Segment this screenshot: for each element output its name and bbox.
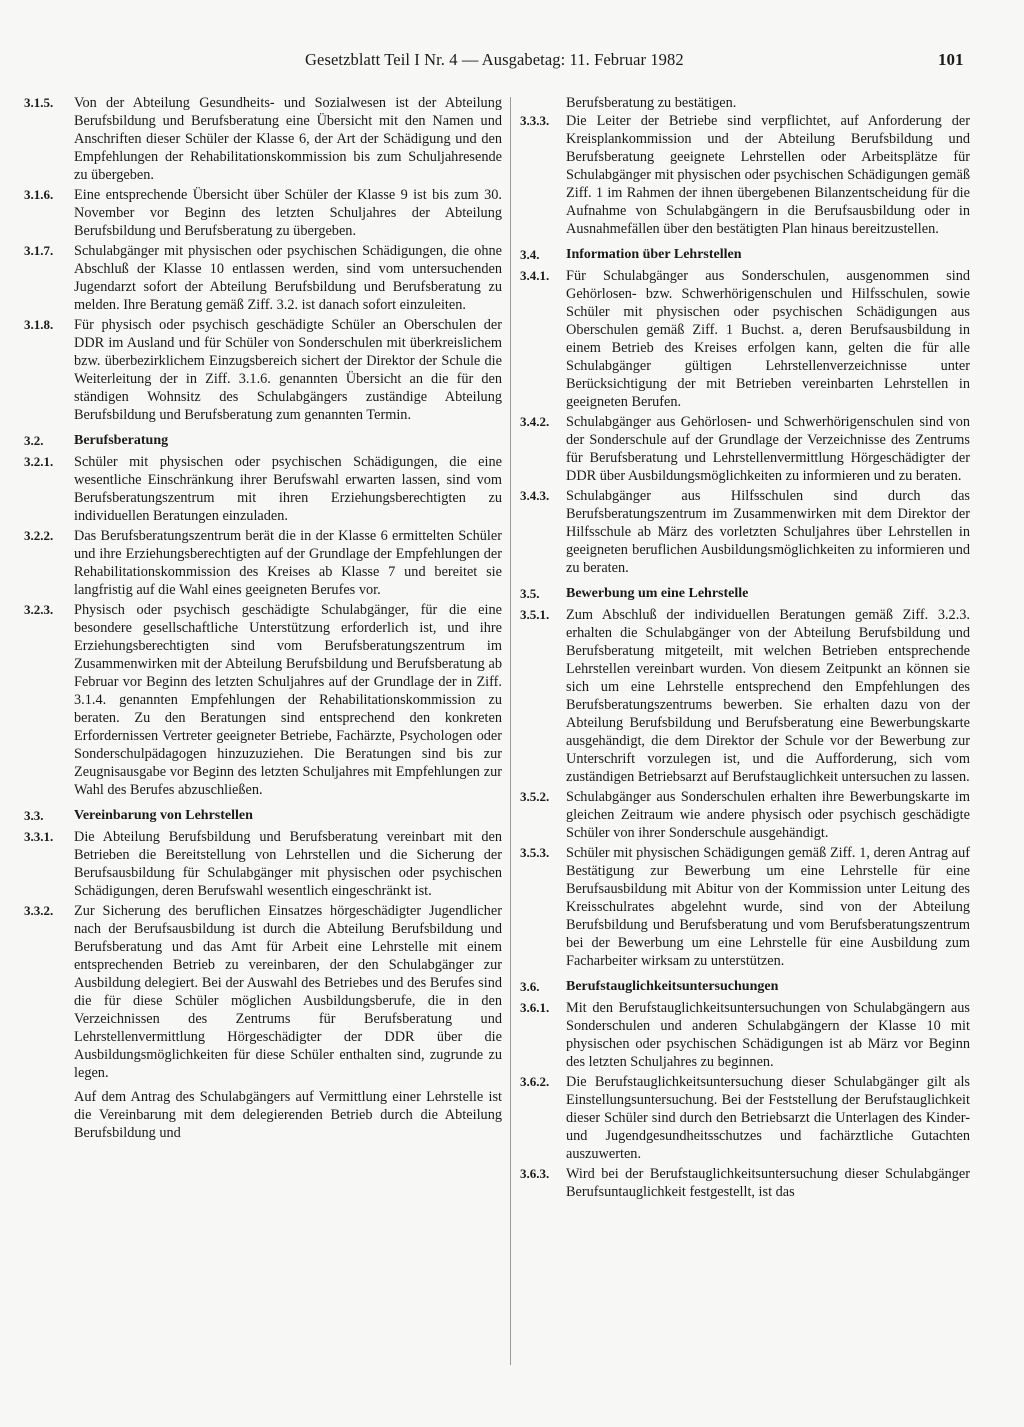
paragraph-number: 3.6.3. [520,1166,550,1181]
paragraph-text: Schulabgänger aus Hilfsschulen sind durch das Berufsberatungszentrum im Zusammenwirken mit dem Direktor der Hilfsschule ab März des vorletzten Schuljahres über Lehrstellen in geeigneten beruflichen Ausbildungsmöglichkeiten zu informieren und zu beraten. [566,488,970,576]
paragraph-text: Schulabgänger mit physischen oder psychischen Schädigungen, die ohne Abschluß der Klasse 10 entlassen werden, sind vom untersuchenden Jugendarzt sofort der Abteilung Berufsbildung und Berufsberatung zu melden. Ihre Beratung gemäß Ziff. 3.2. ist danach sofort einzuleiten. [74,243,502,313]
paragraph-text: Schüler mit physischen oder psychischen Schädigungen, die eine wesentliche Einschränkung ihrer Berufswahl erwarten lassen, sind vom Berufsberatungszentrum mit ihren Erziehungsberechtigten zu individuellen Beratungen einzuladen. [74,454,502,524]
section-heading-3-4 [520,246,970,264]
paragraph-text: Für physisch oder psychisch geschädigte Schüler an Oberschulen der DDR im Ausland und für Schüler von Sonderschulen mit überkreislichem bzw. überbezirklichem Einzugsbereich sichert der Direktor der Schule die Weiterleitung der in Ziff. 3.1.6. genannten Übersicht an die für den ständigen Wohnsitz des Schulabgängers zuständige Abteilung Berufsbildung und Berufsberatung zum genannten Termin. [74,317,502,423]
paragraph-number: 3.1.7. [24,243,54,258]
paragraph-number: 3.1.6. [24,187,54,202]
paragraph-3-2-2 [24,527,502,599]
section-heading-3-5 [520,585,970,603]
paragraph-number: 3.4.1. [520,268,550,283]
paragraph-number: 3.3.1. [24,829,54,844]
left-column [24,94,502,1142]
paragraph-3-4-3 [520,487,970,577]
paragraph-text: Die Abteilung Berufsbildung und Berufsberatung vereinbart mit den Betrieben die Bereitstellung von Lehrstellen und die Sicherung der Berufsausbildung für Schulabgänger mit physischen oder psychischen Schädigungen, deren Berufswahl wesentlich eingeschränkt ist. [74,829,502,899]
paragraph-text: Zur Sicherung des beruflichen Einsatzes hörgeschädigter Jugendlicher nach der Berufsausbildung ist durch die Abteilung Berufsbildung und Berufsberatung und das Amt für Arbeit eine Lehrstelle mit einem entsprechenden Betrieb zu vereinbaren, der den Schulabgänger zur Ausbildung delegiert. Bei der Auswahl des Betriebes und des Berufes sind die für diese Schüler möglichen Ausbildungsberufe, die in den Verzeichnissen des Zentrums für Berufsberatung und Lehrstellenvermittlung Hörgeschädigter der DDR über die Ausbildungsmöglichkeiten für diese Schüler enthalten sind, zugrunde zu legen. [74,903,502,1081]
paragraph-number: 3.5.1. [520,607,550,622]
section-title: Information über Lehrstellen [566,247,742,262]
paragraph-3-5-3 [520,844,970,970]
section-heading-3-3 [24,807,502,825]
paragraph-text: Die Berufstauglichkeitsuntersuchung dieser Schulabgänger gilt als Einstellungsuntersuchung. Bei der Feststellung der Berufstauglichkeit dieser Schüler sind durch den Betriebsarzt die Unterlagen des Kinder- und Jugendgesundheitsschutzes und fachärztliche Gutachten auszuwerten. [566,1074,970,1162]
paragraph-number: 3.4.3. [520,488,550,503]
paragraph-3-3-2 [24,902,502,1082]
right-column [520,94,970,1203]
paragraph-text: Wird bei der Berufstauglichkeitsuntersuchung dieser Schulabgänger Berufsuntauglichkeit festgestellt, ist das [566,1166,970,1200]
paragraph-3-1-5 [24,94,502,184]
paragraph-number: 3.1.5. [24,95,54,110]
paragraph-text: Schulabgänger aus Gehörlosen- und Schwerhörigenschulen sind von der Sonderschule auf der Grundlage der Verzeichnisse des Zentrums für Berufsberatung und Lehrstellenvermittlung Hörgeschädigter der DDR über Ausbildungsmöglichkeiten zu informieren und zu beraten. [566,414,970,484]
paragraph-number: 3.6.2. [520,1074,550,1089]
paragraph-number: 3.6.1. [520,1000,550,1015]
paragraph-text: Zum Abschluß der individuellen Beratungen gemäß Ziff. 3.2.3. erhalten die Schulabgänger von der Abteilung Berufsbildung und Berufsberatung mitgeteilt, mit welchen Betrieben entsprechende Lehrstellen vereinbart wurden. Von diesem Zeitpunkt an können sie sich um eine Lehrstelle entsprechend den Empfehlungen des Berufsberatungszentrums bewerben. Sie erhalten dazu von der Abteilung Berufsbildung und Berufsberatung eine Bewerbungskarte ausgehändigt, die dem Direktor der Schule vor der Bewerbung zur Unterschrift vorzulegen ist, und die Aufforderung, sich vom zuständigen Betriebsarzt auf Berufstauglichkeit untersuchen zu lassen. [566,607,970,785]
paragraph-number: 3.1.8. [24,317,54,332]
paragraph-3-2-1 [24,453,502,525]
paragraph-3-3-1 [24,828,502,900]
paragraph-3-6-3 [520,1165,970,1201]
paragraph-text: Physisch oder psychisch geschädigte Schulabgänger, für die eine besondere gesellschaftliche Unterstützung erforderlich ist, und ihre Erziehungsberechtigten sind vom Berufsberatungszentrum im Zusammenwirken mit der Abteilung Berufsbildung und Berufsberatung ab Februar vor Beginn des letzten Schuljahres auf der Grundlage der in Ziff. 3.1.4. genannten Empfehlungen der Rehabilitationskommission zu beraten. Zu den Beratungen sind entsprechend den konkreten Erfordernissen Vertreter geeigneter Betriebe, Fachärzte, Psychologen oder Sonderschulpädagogen hinzuzuziehen. Die Beratungen sind bis zur Zeugnisausgabe vor Beginn des letzten Schuljahres mit Empfehlungen zur Wahl des Berufes abzuschließen. [74,602,502,798]
section-number: 3.4. [520,247,540,262]
page-header [0,50,1024,76]
paragraph-text: Für Schulabgänger aus Sonderschulen, ausgenommen sind Gehörlosen- bzw. Schwerhörigenschulen und Hilfsschulen, sowie Schüler mit physischen oder psychischen Schädigungen aus Oberschulen gemäß Ziff. 1 Buchst. a, deren Berufsausbildung in einem Betrieb des Kreises erfolgen kann, gelten die für alle Schulabgänger gültigen Lehrstellenverzeichnisse unter Berücksichtigung der mit Betrieben vereinbarten Lehrstellen in geeigneten Berufen. [566,268,970,410]
paragraph-number: 3.5.2. [520,789,550,804]
paragraph-number: 3.2.3. [24,602,54,617]
section-heading-3-2 [24,432,502,450]
paragraph-text: Das Berufsberatungszentrum berät die in der Klasse 6 ermittelten Schüler und ihre Erziehungsberechtigten auf der Grundlage der Empfehlungen der Rehabilitationskommission des Kreises ab Klasse 7 und bereitet sie langfristig auf die Wahl eines geeigneten Berufes vor. [74,528,502,598]
paragraph-text: Die Leiter der Betriebe sind verpflichtet, auf Anforderung der Kreisplankommission und der Abteilung Berufsbildung und Berufsberatung geeignete Lehrstellen oder Arbeitsplätze für Schulabgänger mit physischen oder psychischen Schädigungen gemäß Ziff. 1 im Rahmen der ihnen übergebenen Bilanzentscheidung für die Aufnahme von Schulabgängern in die Berufsausbildung oder in Ausnahmefällen über den bestätigten Plan hinaus bereitzustellen. [566,113,970,237]
paragraph-3-5-1 [520,606,970,786]
paragraph-3-4-1 [520,267,970,411]
section-number: 3.2. [24,433,44,448]
paragraph-text: Von der Abteilung Gesundheits- und Sozialwesen ist der Abteilung Berufsbildung und Berufsberatung eine Übersicht mit den Namen und Anschriften dieser Schüler der Klasse 6, der Art der Schädigung und den Empfehlungen der Rehabilitationskommission bis zum Schuljahresende zu übergeben. [74,95,502,183]
section-title: Berufsberatung [74,433,169,448]
paragraph-3-3-2-continued: Auf dem Antrag des Schulabgängers auf Vermittlung einer Lehrstelle ist die Vereinbarung mit dem delegierenden Betrieb durch die Abteilung Berufsbildung und [74,1089,502,1141]
section-heading-3-6 [520,978,970,996]
paragraph-number: 3.2.2. [24,528,54,543]
section-title: Berufstauglichkeitsuntersuchungen [566,979,779,994]
section-title: Bewerbung um eine Lehrstelle [566,586,749,601]
paragraph-3-1-8 [24,316,502,424]
paragraph-3-6-1 [520,999,970,1071]
section-number: 3.5. [520,586,540,601]
header-title: Gesetzblatt Teil I Nr. 4 — Ausgabetag: 11. Februar 1982 [305,50,684,69]
paragraph-text: Schulabgänger aus Sonderschulen erhalten ihre Bewerbungskarte im gleichen Zeitraum wie andere physisch oder psychisch geschädigte Schüler von ihrer Sonderschule ausgehändigt. [566,789,970,841]
paragraph-3-6-2 [520,1073,970,1163]
section-number: 3.3. [24,808,44,823]
section-number: 3.6. [520,979,540,994]
paragraph-3-1-6 [24,186,502,240]
paragraph-3-5-2 [520,788,970,842]
paragraph-number: 3.2.1. [24,454,54,469]
paragraph-3-2-3 [24,601,502,799]
paragraph-text: Eine entsprechende Übersicht über Schüler der Klasse 9 ist bis zum 30. November vor Beginn des letzten Schuljahres der Abteilung Berufsbildung und Berufsberatung zu übergeben. [74,187,502,239]
paragraph-number: 3.3.2. [24,903,54,918]
paragraph-number: 3.5.3. [520,845,550,860]
paragraph-3-1-7 [24,242,502,314]
paragraph-text: Schüler mit physischen Schädigungen gemäß Ziff. 1, deren Antrag auf Bestätigung zur Bewerbung um eine Lehrstelle für eine Berufsausbildung mit Abitur von der Kommission unter Leitung des Kreisschulrates abgelehnt wurde, sind von der Abteilung Berufsbildung und Berufsberatung und vom Berufsberatungszentrum bei der Bewerbung um eine Lehrstelle für eine Ausbildung zum Facharbeiter wirksam zu unterstützen. [566,845,970,969]
paragraph-text: Mit den Berufstauglichkeitsuntersuchungen von Schulabgängern aus Sonderschulen und anderen Schulabgängern der Klasse 10 mit physischen oder psychischen Schädigungen ist ab März vor Beginn des letzten Schuljahres zu beginnen. [566,1000,970,1070]
section-title: Vereinbarung von Lehrstellen [74,808,253,823]
paragraph-3-4-2 [520,413,970,485]
paragraph-number: 3.4.2. [520,414,550,429]
paragraph-number: 3.3.3. [520,113,550,128]
continued-text: Berufsberatung zu bestätigen. [566,95,737,111]
page-number: 101 [938,50,964,69]
column-divider [510,97,511,1365]
paragraph-3-3-3 [520,112,970,238]
